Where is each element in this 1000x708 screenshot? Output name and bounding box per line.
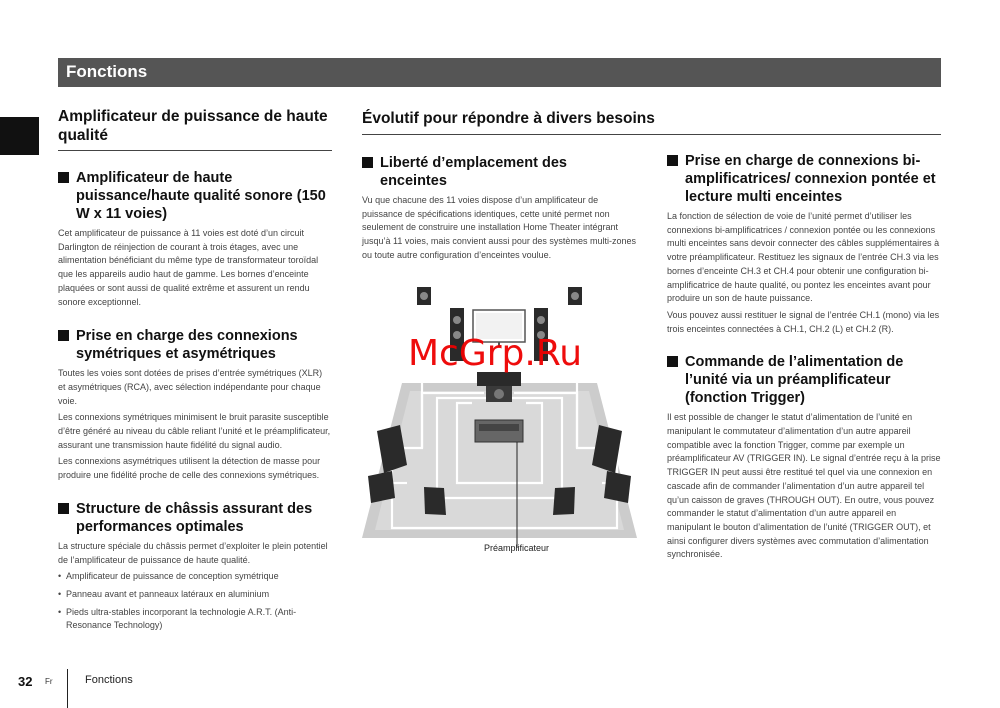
heading-amplifier: Amplificateur de puissance de haute qualité bbox=[58, 108, 328, 144]
column-biamp bbox=[667, 152, 941, 565]
speaker-layout-diagram bbox=[362, 283, 637, 558]
column-amplifier bbox=[58, 107, 332, 637]
paragraph: Cet amplificateur de puissance à 11 voies est doté d’un circuit Darlington de réinjection de courant à trois étages, avec une alimentation bénéficiant du même type de transformateur toroïdal que les appareils audio haut de gamme. Les bornes d’enceinte plaquées or sont aussi de qualité extrême et assurent un rendu sonore exceptionnel. bbox=[58, 228, 319, 307]
subheading-text: Liberté d’emplacement des enceintes bbox=[380, 155, 567, 189]
subheading-high-power bbox=[58, 169, 332, 223]
section-banner bbox=[58, 58, 941, 87]
footer-divider bbox=[67, 669, 68, 708]
paragraph: Vous pouvez aussi restituer le signal de l’entrée CH.1 (mono) via les trois enceintes connectées à CH.1, CH.2 (L) et CH.2 (R). bbox=[667, 309, 940, 334]
paragraph: Vu que chacune des 11 voies dispose d’un amplificateur de puissance de spécifications identiques, cette unité permet non seulement de construire une installation Home Theater intégrant jusqu’à 11 voies, mais convient aussi pour des systèmes multi-zones ou toute autre configuration d’enceintes voulue. bbox=[362, 195, 636, 260]
footer-section-name: Fonctions bbox=[85, 674, 133, 686]
surround-back-left-speaker bbox=[368, 471, 395, 503]
square-bullet-icon bbox=[58, 503, 69, 514]
square-bullet-icon bbox=[667, 356, 678, 367]
subheading-trigger bbox=[667, 353, 941, 407]
square-bullet-icon bbox=[58, 330, 69, 341]
paragraph: Il est possible de changer le statut d’alimentation de l’unité en manipulant le commutateur d’alimentation d’un autre appareil compatible avec la fonction Trigger, comme par exemple un préamplificateur AV (TRIGGER IN). Le signal d’entrée reçu à la prise TRIGGER IN peut aussi être restitué tel quel via une connexion en cascade afin de commander l’alimentation d’un autre appareil tel qu’un caisson de graves (THROUGH OUT). En outre, vous pouvez commander le statut d’alimentation d’un autre appareil en manipulant le bouton d’alimentation de l’unité (TRIGGER OUT), et ainsi configurer divers systèmes avec commutation d’alimentation synchronisée. bbox=[667, 412, 941, 560]
paragraph: Les connexions symétriques minimisent le bruit parasite susceptible d’être généré au niveau du câble reliant l’unité et le préamplificateur, assurant une transmission haute fidélité du signal audio. bbox=[58, 412, 331, 450]
subheading-text: Amplificateur de haute puissance/haute qualité sonore (150 W x 11 voies) bbox=[76, 170, 326, 222]
surround-back-right-speaker bbox=[604, 471, 631, 503]
watermark-text: McGrp.Ru bbox=[408, 333, 583, 374]
chapter-tab bbox=[0, 117, 39, 155]
subheading-text: Prise en charge des connexions symétriques et asymétriques bbox=[76, 328, 298, 363]
heading-scalable: Évolutif pour répondre à divers besoins bbox=[362, 110, 655, 127]
page-language: Fr bbox=[45, 677, 53, 686]
subheading-text: Commande de l’alimentation de l’unité via un préamplificateur (fonction Trigger) bbox=[685, 354, 904, 407]
square-bullet-icon bbox=[58, 172, 69, 183]
rear-right-speaker bbox=[553, 487, 575, 515]
center-speaker bbox=[477, 372, 521, 386]
subheading-placement bbox=[362, 154, 636, 190]
paragraph: Les connexions asymétriques utilisent la détection de masse pour produire une fidélité proche de celle des connexions symétriques. bbox=[58, 456, 321, 481]
square-bullet-icon bbox=[362, 157, 373, 168]
subheading-text: Prise en charge de connexions bi-amplificatrices/ connexion pontée et lecture multi enceintes bbox=[685, 153, 936, 205]
list-item: • Amplificateur de puissance de conception symétrique bbox=[58, 570, 332, 584]
list-item: • Pieds ultra-stables incorporant la technologie A.R.T. (Anti-Resonance Technology) bbox=[58, 606, 332, 633]
paragraph: La structure spéciale du châssis permet d’exploiter le plein potentiel de l’amplificateur de puissance de haute qualité. bbox=[58, 540, 328, 565]
banner-title: Fonctions bbox=[66, 62, 148, 81]
subheading-biamp bbox=[667, 152, 941, 206]
rear-left-speaker bbox=[424, 487, 446, 515]
paragraph: Toutes les voies sont dotées de prises d’entrée symétriques (XLR) et asymétriques (RCA), avec sélection indépendante pour chaque voie. bbox=[58, 368, 323, 406]
subheading-chassis bbox=[58, 500, 332, 536]
subheading-balanced bbox=[58, 327, 332, 363]
page-number: 32 bbox=[18, 674, 33, 689]
paragraph: La fonction de sélection de voie de l’unité permet d’utiliser les connexions bi-amplificatrices / connexion pontée ou les connexions multi enceintes sans devoir connecter des câbles supplémentaires à votre préamplificateur. Restituez les signaux de l’entrée CH.3 via les bornes d’enceinte CH.3 et CH.4 pour obtenir une configuration bi-amplificatrice de haute qualité, ou pontez les enceintes avant pour produire un son de haute puissance. bbox=[667, 211, 940, 304]
subheading-text: Structure de châssis assurant des performances optimales bbox=[76, 500, 313, 535]
diagram-caption: Préamplificateur bbox=[484, 543, 550, 553]
square-bullet-icon bbox=[667, 155, 678, 166]
list-item: • Panneau avant et panneaux latéraux en aluminium bbox=[58, 588, 332, 602]
feature-list bbox=[58, 570, 332, 633]
